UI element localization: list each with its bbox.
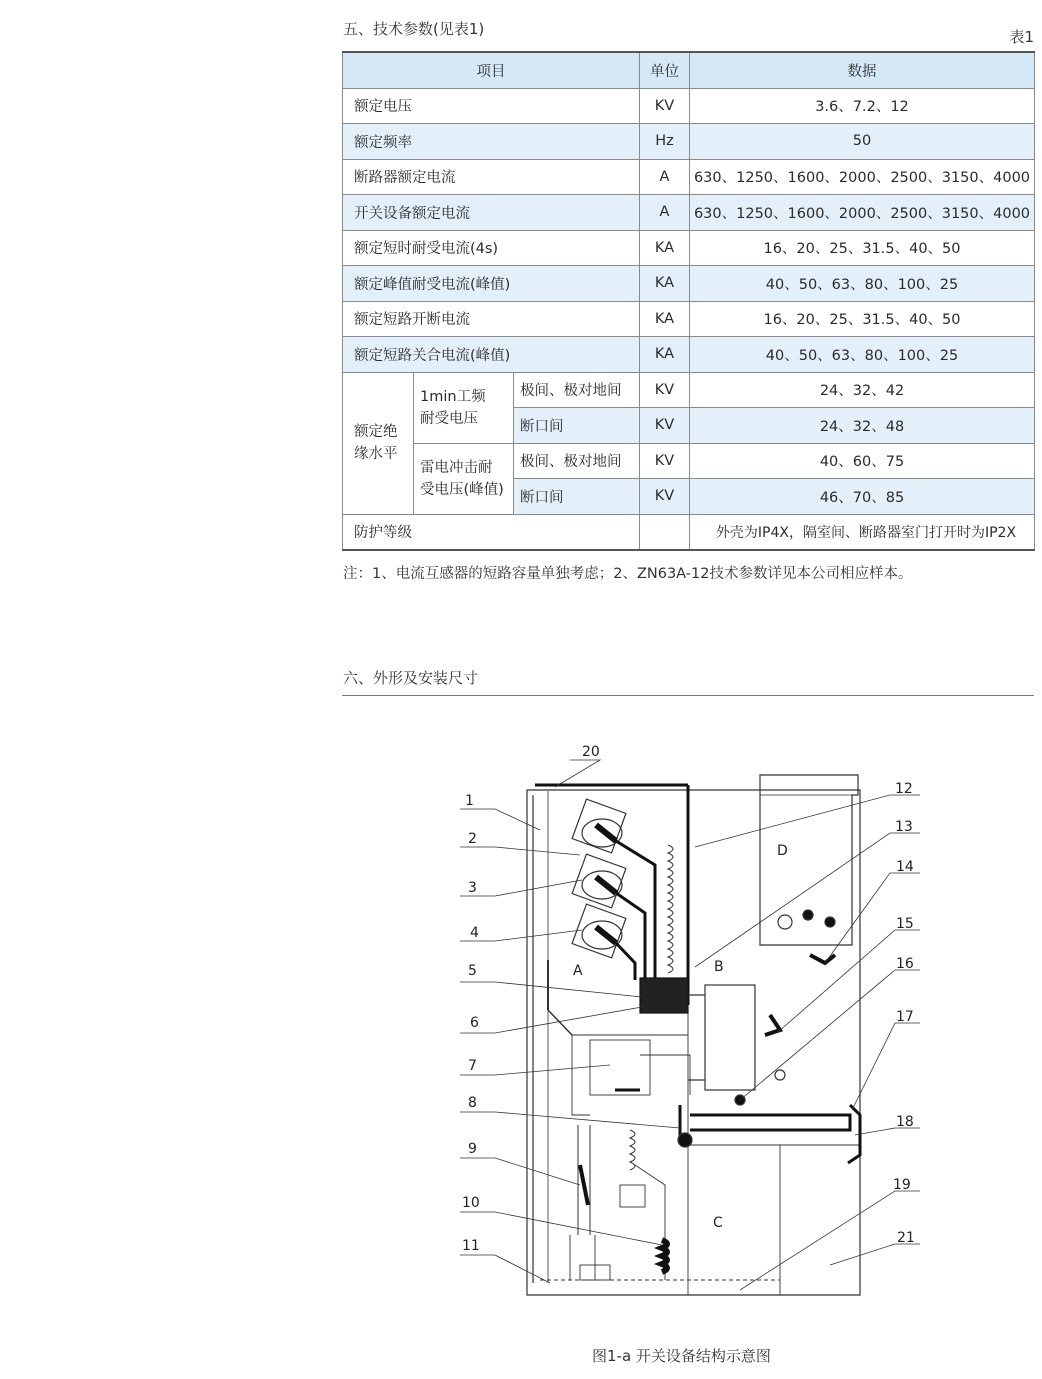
insulation-group-name <box>414 443 514 514</box>
part-number: 19 <box>893 1177 911 1193</box>
row-unit: A <box>640 159 690 195</box>
busbar-insulators <box>572 799 626 958</box>
group-name-line1: 雷电冲击耐 <box>420 459 493 476</box>
header-value: 数据 <box>690 52 1035 88</box>
row-unit <box>640 514 690 550</box>
part-number: 9 <box>468 1141 477 1157</box>
row-unit: KA <box>640 230 690 266</box>
group-name-line1: 1min工频 <box>420 388 486 405</box>
part-number: 21 <box>897 1230 915 1246</box>
row-unit: KV <box>640 88 690 124</box>
row-unit: KV <box>640 408 690 444</box>
row-item: 防护等级 <box>343 514 640 550</box>
circuit-breaker <box>705 985 755 1090</box>
group-name-line2: 耐受电压 <box>420 410 478 427</box>
room-letter: D <box>777 843 788 859</box>
part-number: 10 <box>462 1195 480 1211</box>
row-value: 40、60、75 <box>690 443 1035 479</box>
insulation-group-name <box>414 372 514 443</box>
table-caption: 表1 <box>1009 28 1034 46</box>
row-sub: 断口间 <box>514 479 640 515</box>
table-row <box>343 514 1035 550</box>
row-value: 46、70、85 <box>690 479 1035 515</box>
part-number: 4 <box>470 925 479 941</box>
part-number: 13 <box>895 819 913 835</box>
row-value: 40、50、63、80、100、25 <box>690 266 1035 302</box>
table-row <box>343 372 1035 408</box>
row-sub: 极间、极对地间 <box>514 443 640 479</box>
part-number: 7 <box>468 1058 477 1074</box>
row-value: 24、32、42 <box>690 372 1035 408</box>
row-sub: 极间、极对地间 <box>514 372 640 408</box>
row-item: 额定频率 <box>343 124 640 160</box>
row-value: 16、20、25、31.5、40、50 <box>690 230 1035 266</box>
part-number: 1 <box>465 793 474 809</box>
header-item: 项目 <box>343 52 640 88</box>
table-note: 注：1、电流互感器的短路容量单独考虑；2、ZN63A-12技术参数详见本公司相应样本。 <box>343 566 913 582</box>
section-divider <box>342 695 1034 696</box>
table-header-row <box>343 52 1035 88</box>
table-row <box>343 159 1035 195</box>
table-row <box>343 301 1035 337</box>
row-unit: Hz <box>640 124 690 160</box>
table-row <box>343 266 1035 302</box>
row-value: 630、1250、1600、2000、2500、3150、4000 <box>690 159 1035 195</box>
room-letter: B <box>714 959 724 975</box>
room-letter: C <box>713 1215 723 1231</box>
room-letter: A <box>573 963 583 979</box>
row-unit: KA <box>640 301 690 337</box>
row-value: 24、32、48 <box>690 408 1035 444</box>
insulation-label-line1: 额定绝 <box>354 424 398 440</box>
section-5-title: 五、技术参数(见表1) <box>343 20 485 38</box>
contact-box <box>640 978 688 1013</box>
part-number: 11 <box>462 1238 480 1254</box>
part-number: 18 <box>896 1114 914 1130</box>
part-number: 5 <box>468 963 477 979</box>
row-unit: KV <box>640 479 690 515</box>
switchgear-structure-diagram <box>440 735 930 1305</box>
group-name-line2: 受电压(峰值) <box>420 481 504 498</box>
part-number: 8 <box>468 1095 477 1111</box>
table-row <box>343 195 1035 231</box>
part-number: 3 <box>468 880 477 896</box>
part-number: 6 <box>470 1015 479 1031</box>
header-unit: 单位 <box>640 52 690 88</box>
spec-table <box>342 51 1035 551</box>
part-number: 14 <box>896 859 914 875</box>
row-unit: KV <box>640 372 690 408</box>
row-item: 开关设备额定电流 <box>343 195 640 231</box>
table-row <box>343 88 1035 124</box>
row-sub: 断口间 <box>514 408 640 444</box>
cabinet-outline <box>527 790 860 1295</box>
part-number: 16 <box>896 956 914 972</box>
part-number: 20 <box>582 744 600 760</box>
row-value: 40、50、63、80、100、25 <box>690 337 1035 373</box>
row-item: 额定短时耐受电流(4s) <box>343 230 640 266</box>
table-row <box>343 124 1035 160</box>
part-number: 15 <box>896 916 914 932</box>
insulation-label-line2: 缘水平 <box>354 446 398 462</box>
row-unit: KV <box>640 443 690 479</box>
row-item: 额定短路关合电流(峰值) <box>343 337 640 373</box>
row-item: 额定峰值耐受电流(峰值) <box>343 266 640 302</box>
row-unit: A <box>640 195 690 231</box>
row-value: 630、1250、1600、2000、2500、3150、4000 <box>690 195 1035 231</box>
figure-caption: 图1-a 开关设备结构示意图 <box>592 1347 771 1365</box>
row-value: 50 <box>690 124 1035 160</box>
table-row <box>343 230 1035 266</box>
row-unit: KA <box>640 337 690 373</box>
leader-lines <box>460 760 920 1290</box>
row-value: 3.6、7.2、12 <box>690 88 1035 124</box>
table-row <box>343 443 1035 479</box>
section-6-title: 六、外形及安装尺寸 <box>343 669 479 687</box>
part-number: 2 <box>468 831 477 847</box>
row-item: 额定短路开断电流 <box>343 301 640 337</box>
part-number: 12 <box>895 781 913 797</box>
row-value: 外壳为IP4X，隔室间、断路器室门打开时为IP2X <box>690 514 1035 550</box>
table-row <box>343 337 1035 373</box>
row-item: 断路器额定电流 <box>343 159 640 195</box>
row-value: 16、20、25、31.5、40、50 <box>690 301 1035 337</box>
row-unit: KA <box>640 266 690 302</box>
part-number: 17 <box>896 1009 914 1025</box>
insulation-label <box>343 372 414 514</box>
row-item: 额定电压 <box>343 88 640 124</box>
